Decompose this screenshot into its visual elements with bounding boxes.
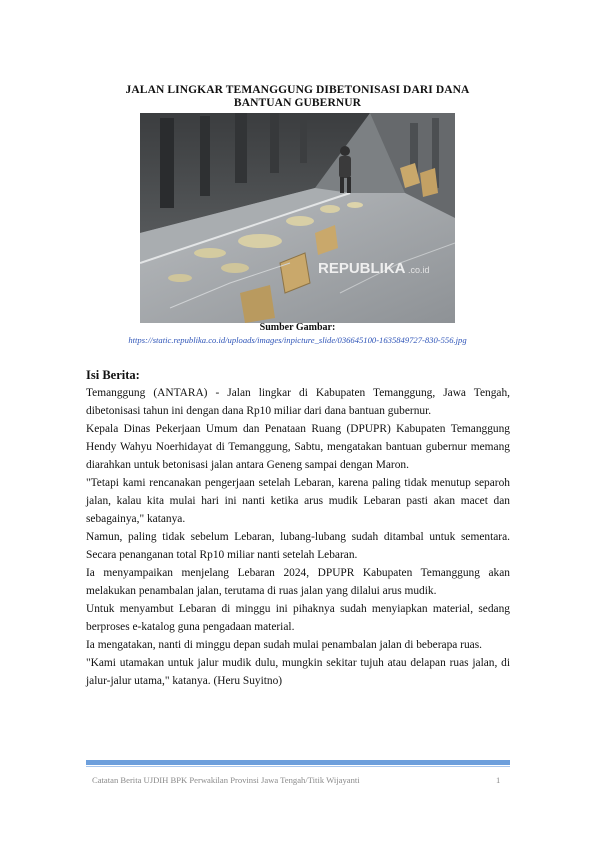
document-title xyxy=(100,84,495,110)
image-source-link[interactable]: https://static.republika.co.id/uploads/images/inpicture_slide/036645100-1635849727-830-556.jpg xyxy=(128,335,467,345)
news-photo-illustration xyxy=(140,113,455,323)
footer-divider-line xyxy=(86,766,510,767)
image-source-label: Sumber Gambar: xyxy=(259,322,336,333)
article-paragraph: Kepala Dinas Pekerjaan Umum dan Penataan Ruang (DPUPR) Kabupaten Temanggung Hendy Wahyu Noerhidayat di Temanggung, Sabtu, mengatakan bantuan gubernur memang diarahkan untuk betonisasi jalan antara Geneng sampai dengan Maron. xyxy=(86,423,510,471)
page-number: 1 xyxy=(496,775,501,785)
article-paragraph: Namun, paling tidak sebelum Lebaran, lubang-lubang sudah ditambal untuk sementara. Secara penanganan total Rp10 miliar nanti setelah Lebaran. xyxy=(86,531,510,561)
footer-divider xyxy=(86,760,510,765)
article-paragraph: "Kami utamakan untuk jalur mudik dulu, mungkin sekitar tujuh atau delapan ruas jalan, di jalur-jalur utama," katanya. (Heru Suyitno) xyxy=(86,657,510,687)
footer-text: Catatan Berita UJDIH BPK Perwakilan Provinsi Jawa Tengah/Titik Wijayanti xyxy=(92,775,360,785)
document-title-line-1: JALAN LINGKAR TEMANGGUNG DIBETONISASI DARI DANA xyxy=(125,84,470,96)
article-paragraph: Temanggung (ANTARA) - Jalan lingkar di Kabupaten Temanggung, Jawa Tengah, dibetonisasi tahun ini dengan dana Rp10 miliar dari dana bantuan gubernur. xyxy=(86,387,510,417)
news-photo xyxy=(140,113,455,323)
article-paragraph: Ia menyampaikan menjelang Lebaran 2024, DPUPR Kabupaten Temanggung akan melakukan penambalan jalan, terutama di ruas jalan yang dilalui arus mudik. xyxy=(86,567,510,597)
article-body xyxy=(86,384,510,690)
photo-watermark-suffix: .co.id xyxy=(408,265,430,275)
article-paragraph: Untuk menyambut Lebaran di minggu ini pihaknya sudah menyiapkan material, sedang berproses e-katalog guna pengadaan material. xyxy=(86,603,510,633)
section-heading: Isi Berita: xyxy=(86,368,140,382)
article-paragraph: "Tetapi kami rencanakan pengerjaan setelah Lebaran, karena paling tidak menutup separoh jalan, kalau kita mulai hari ini nanti ketika arus mudik Lebaran pasti akan macet dan sebagainya," katanya. xyxy=(86,477,510,525)
photo-watermark: REPUBLIKA xyxy=(318,260,406,277)
article-paragraph: Ia mengatakan, nanti di minggu depan sudah mulai penambalan jalan di beberapa ruas. xyxy=(86,639,483,651)
document-title-line-2: BANTUAN GUBERNUR xyxy=(233,97,362,109)
